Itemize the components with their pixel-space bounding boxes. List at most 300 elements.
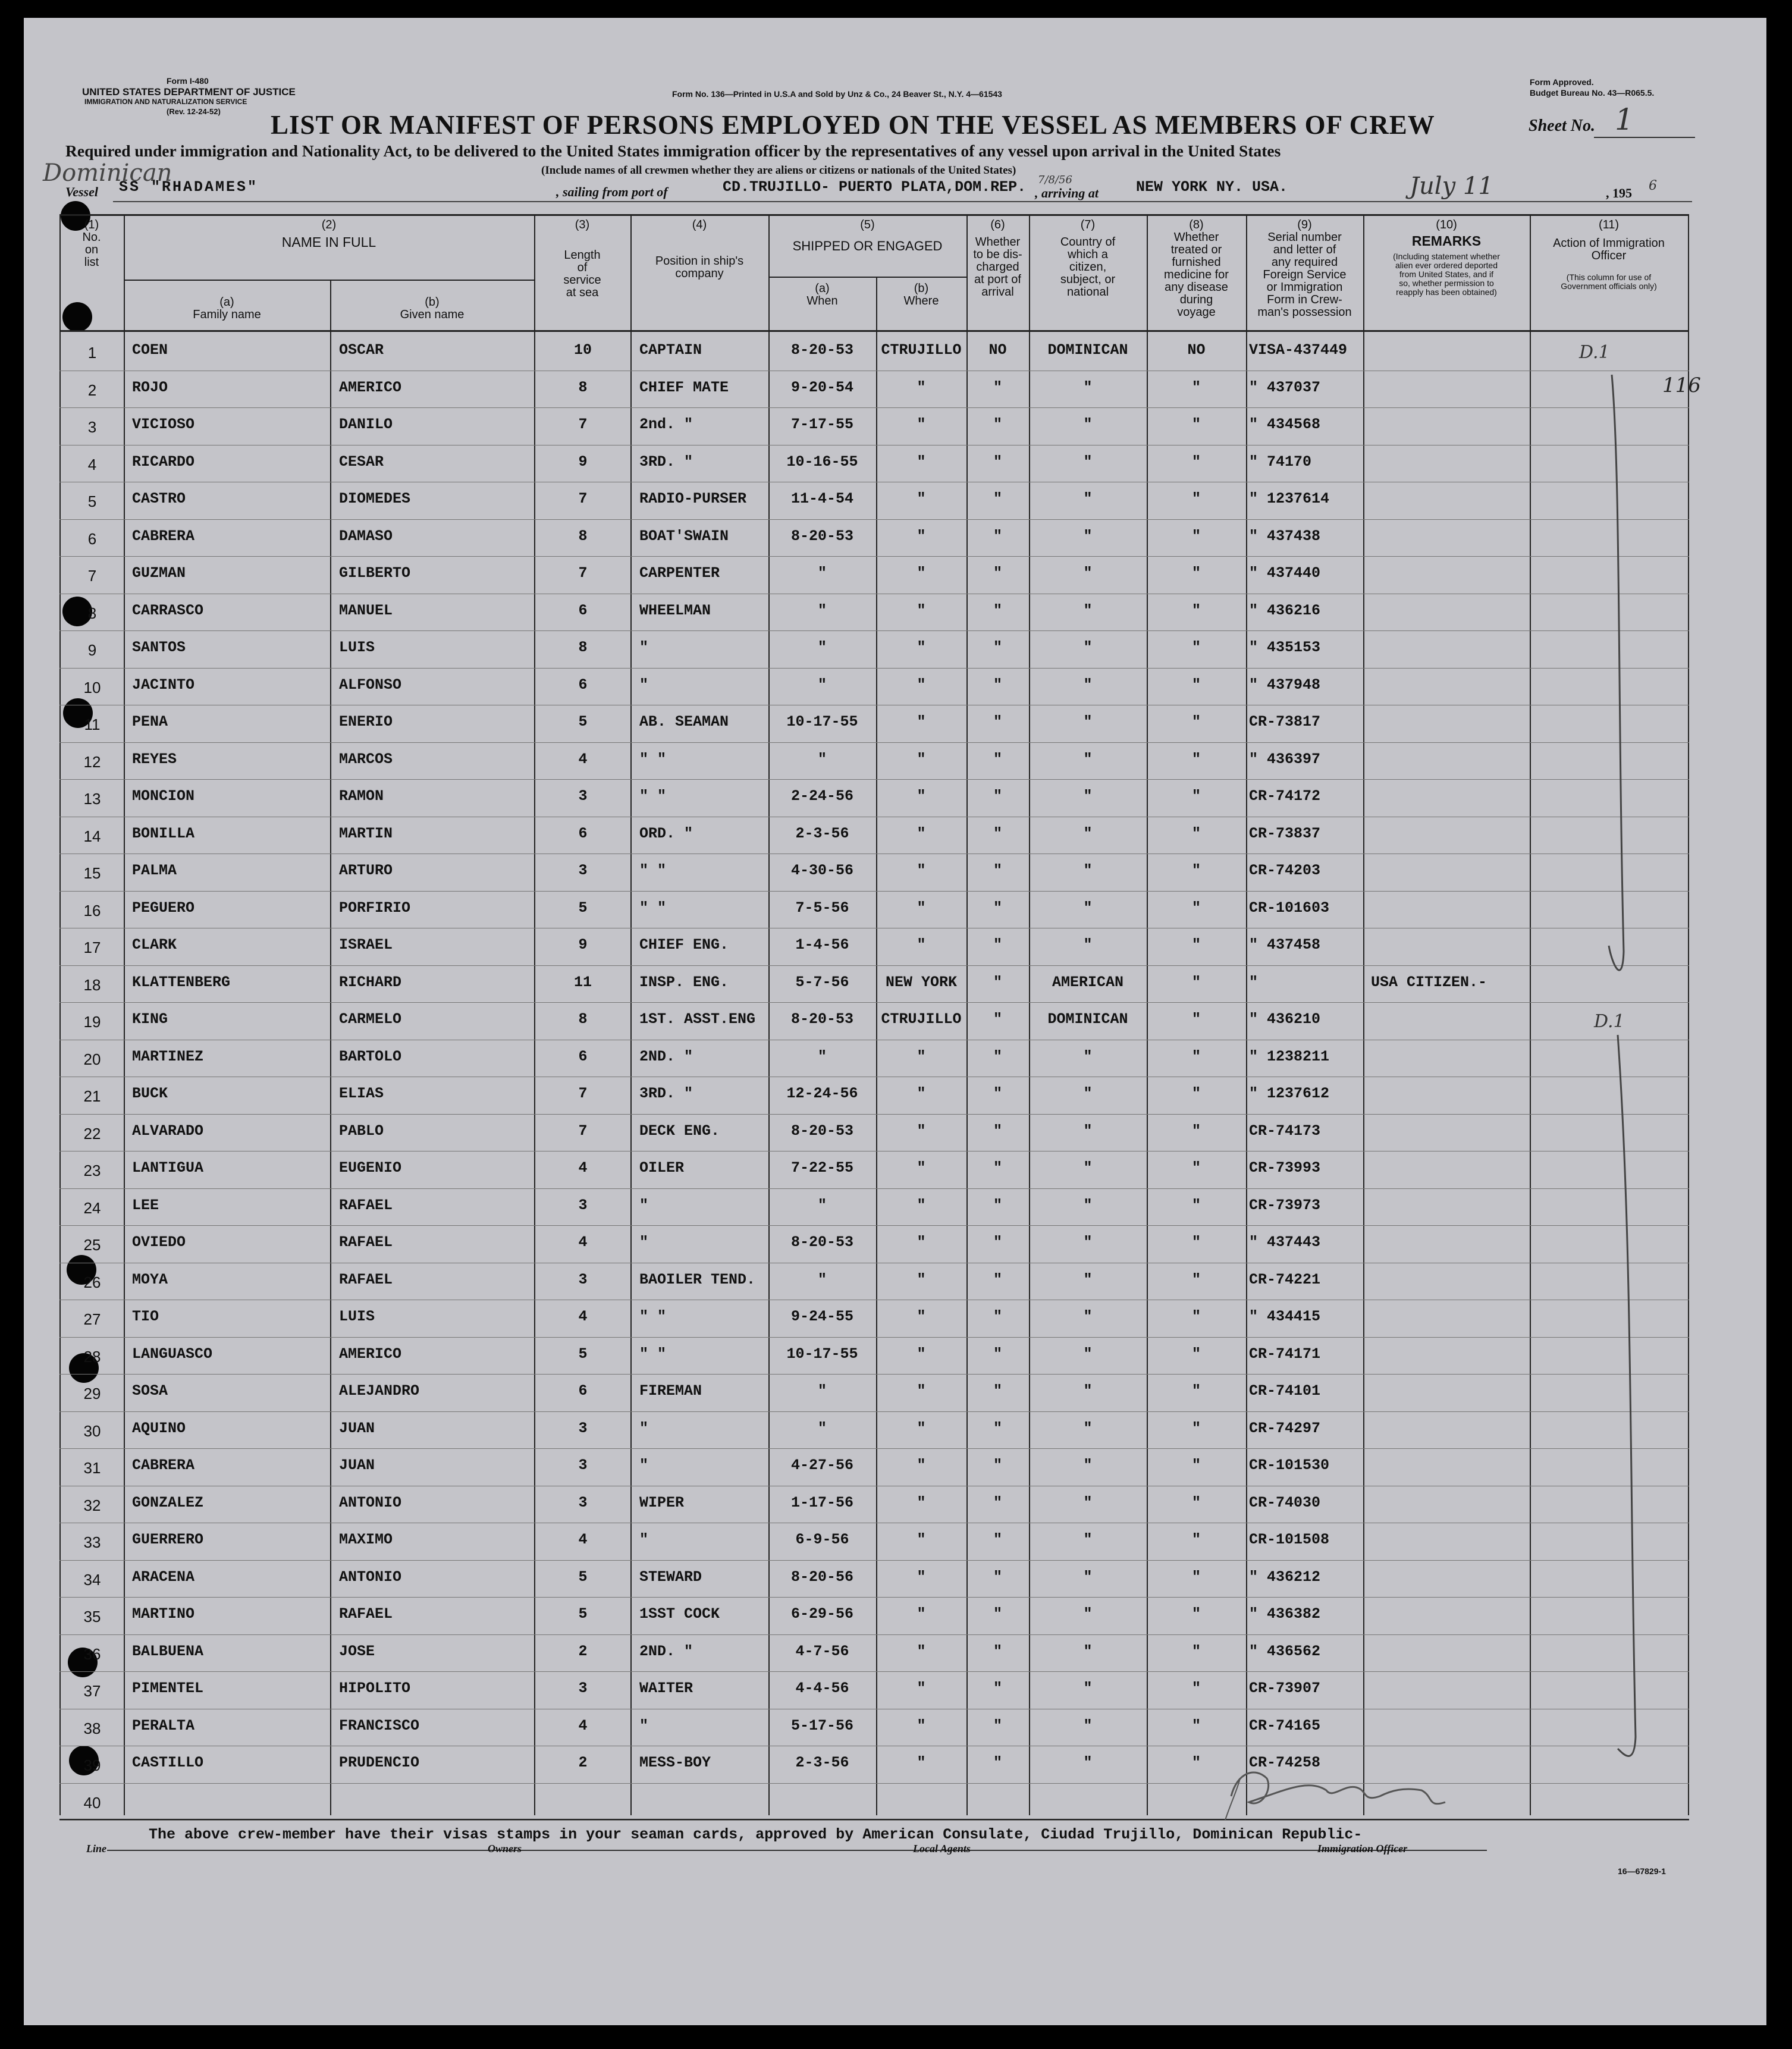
cell-country: " <box>1083 676 1093 694</box>
cell-given: DIOMEDES <box>339 490 411 507</box>
cell-family: KING <box>132 1011 168 1028</box>
cell-when: 8-20-53 <box>790 1011 854 1028</box>
cell-treated: " <box>1191 1047 1201 1065</box>
cell-position: RADIO-PURSER <box>639 490 747 507</box>
cell-where: " <box>917 824 926 842</box>
cell-service: 5 <box>578 1345 588 1363</box>
cell-where: " <box>917 1308 926 1325</box>
cell-service: 5 <box>578 899 588 917</box>
cell-discharged: " <box>993 1605 1002 1623</box>
cell-treated: " <box>1191 1159 1201 1176</box>
cell-given: JUAN <box>339 1457 375 1474</box>
cell-service: 5 <box>578 1605 588 1623</box>
cell-discharged: " <box>993 750 1002 768</box>
cell-when: " <box>817 1047 827 1065</box>
vessel-label: Vessel <box>65 184 98 199</box>
cell-discharged: " <box>993 378 1002 396</box>
cell-country: " <box>1083 490 1093 507</box>
row-number: 36 <box>83 1645 101 1663</box>
cell-position: INSP. ENG. <box>639 973 729 991</box>
cell-where: " <box>917 564 926 582</box>
cell-where: " <box>917 639 926 656</box>
cell-where: " <box>917 713 926 730</box>
form-approved: Form Approved. <box>1530 77 1594 87</box>
vessel-name: SS "RHADAMES" <box>119 178 259 196</box>
cell-where: " <box>917 1270 926 1288</box>
cell-where: " <box>917 527 926 545</box>
year-digit: 6 <box>1649 178 1657 193</box>
cell-family: MOYA <box>132 1270 168 1288</box>
cell-serial: " 437458 <box>1249 936 1321 953</box>
cell-given: MANUEL <box>339 601 393 619</box>
cell-when: 7-17-55 <box>790 416 854 433</box>
cell-position: AB. SEAMAN <box>639 713 729 730</box>
cell-country: " <box>1083 1159 1093 1176</box>
cell-position: CHIEF MATE <box>639 378 729 396</box>
cell-serial: CR-73993 <box>1249 1159 1321 1176</box>
cell-treated: " <box>1191 1754 1201 1771</box>
cell-treated: " <box>1191 1345 1201 1363</box>
cell-serial: CR-74101 <box>1249 1382 1321 1400</box>
row-rule <box>59 891 1689 892</box>
cell-given: JUAN <box>339 1419 375 1437</box>
cell-service: 9 <box>578 936 588 953</box>
cell-family: BUCK <box>132 1085 168 1102</box>
cell-serial: " 436216 <box>1249 601 1321 619</box>
row-number: 9 <box>87 641 97 659</box>
cell-position: " " <box>639 862 667 879</box>
col11-header: (11) Action of Immigration Officer (This column for use of Government officials only) <box>1553 218 1665 291</box>
cell-when: " <box>817 564 827 582</box>
row-number: 24 <box>83 1198 101 1217</box>
cell-when: " <box>817 1382 827 1400</box>
cell-serial: CR-73973 <box>1249 1196 1321 1214</box>
cell-treated: " <box>1191 1605 1201 1623</box>
sailing-port: CD.TRUJILLO- PUERTO PLATA,DOM.REP. <box>723 178 1027 196</box>
cell-discharged: " <box>993 601 1002 619</box>
cell-treated: " <box>1191 490 1201 507</box>
cell-discharged: " <box>993 899 1002 917</box>
cell-where: " <box>917 1419 926 1437</box>
cell-service: 9 <box>578 453 588 470</box>
row-number: 13 <box>83 790 101 808</box>
cell-serial: " 437440 <box>1249 564 1321 582</box>
cell-serial: " <box>1249 973 1259 991</box>
cell-family: PENA <box>132 713 168 730</box>
cell-country: " <box>1083 1680 1093 1697</box>
row-number: 19 <box>83 1013 101 1031</box>
cell-service: 4 <box>578 1308 588 1325</box>
cell-when: " <box>817 1196 827 1214</box>
cell-where: CTRUJILLO <box>881 341 962 359</box>
cell-country: " <box>1083 750 1093 768</box>
cell-serial: " 1237612 <box>1249 1085 1330 1102</box>
cell-serial: " 436210 <box>1249 1011 1321 1028</box>
cell-where: " <box>917 1234 926 1251</box>
cell-discharged: " <box>993 824 1002 842</box>
row-rule <box>59 668 1689 669</box>
cell-when: 10-16-55 <box>786 453 858 470</box>
department: UNITED STATES DEPARTMENT OF JUSTICE <box>82 86 296 98</box>
cell-family: GONZALEZ <box>132 1493 204 1511</box>
cell-where: " <box>917 1605 926 1623</box>
row-rule <box>59 630 1689 631</box>
cell-where: " <box>917 1085 926 1102</box>
cell-when: 2-3-56 <box>795 824 849 842</box>
cell-where: " <box>917 1717 926 1734</box>
col-rule <box>59 215 61 1815</box>
cell-where: " <box>917 378 926 396</box>
row-number: 1 <box>87 344 97 362</box>
row-number: 22 <box>83 1124 101 1143</box>
cell-family: BALBUENA <box>132 1642 204 1660</box>
cell-country: " <box>1083 1717 1093 1734</box>
d1-mark-top: D.1 <box>1579 342 1610 363</box>
cell-country: DOMINICAN <box>1047 1011 1128 1028</box>
row-rule <box>59 965 1689 966</box>
cell-family: PALMA <box>132 862 177 879</box>
cell-where: " <box>917 787 926 805</box>
cell-where: " <box>917 676 926 694</box>
cell-service: 6 <box>578 1382 588 1400</box>
col-rule <box>330 280 331 1815</box>
cell-family: CABRERA <box>132 527 195 545</box>
col5b-header: (b) Where <box>903 282 939 307</box>
cell-given: ARTURO <box>339 862 393 879</box>
signature-mark <box>1213 1755 1463 1832</box>
cell-given: GILBERTO <box>339 564 411 582</box>
cell-where: NEW YORK <box>885 973 958 991</box>
cell-when: 8-20-53 <box>790 341 854 359</box>
cell-position: " " <box>639 787 667 805</box>
row-number: 27 <box>83 1310 101 1328</box>
row-rule <box>59 407 1689 408</box>
cell-given: BARTOLO <box>339 1047 402 1065</box>
officer-bracket-mark <box>1576 357 1647 1784</box>
cell-discharged: " <box>993 862 1002 879</box>
cell-country: " <box>1083 1642 1093 1660</box>
arriving-port: NEW YORK NY. USA. <box>1136 178 1288 196</box>
cell-where: " <box>917 1568 926 1586</box>
cell-treated: " <box>1191 564 1201 582</box>
cell-service: 7 <box>578 1122 588 1140</box>
cell-given: PABLO <box>339 1122 384 1140</box>
row-rule <box>59 1002 1689 1003</box>
service: IMMIGRATION AND NATURALIZATION SERVICE <box>84 98 247 106</box>
row-number: 11 <box>84 716 101 733</box>
cell-position: BOAT'SWAIN <box>639 527 729 545</box>
cell-position: STEWARD <box>639 1568 702 1586</box>
cell-treated: " <box>1191 1382 1201 1400</box>
agents-label: Local Agents <box>913 1843 971 1855</box>
cell-given: PORFIRIO <box>339 899 411 917</box>
cell-family: PERALTA <box>132 1717 195 1734</box>
cell-position: " " <box>639 750 667 768</box>
cell-position: " <box>639 1419 649 1437</box>
cell-service: 10 <box>573 341 592 359</box>
cell-discharged: " <box>993 1159 1002 1176</box>
cell-service: 7 <box>578 490 588 507</box>
cell-position: CAPTAIN <box>639 341 702 359</box>
cell-when: 7-5-56 <box>795 899 849 917</box>
row-rule <box>59 556 1689 557</box>
cell-where: " <box>917 750 926 768</box>
cell-treated: " <box>1191 1457 1201 1474</box>
sheet-label: Sheet No. <box>1529 117 1595 135</box>
cell-serial: CR-101508 <box>1249 1531 1330 1548</box>
cell-position: 3RD. " <box>639 453 693 470</box>
row-number: 4 <box>87 455 97 473</box>
cell-discharged: " <box>993 1011 1002 1028</box>
cell-when: 12-24-56 <box>786 1085 858 1102</box>
cell-country: " <box>1083 936 1093 953</box>
cell-country: " <box>1083 416 1093 433</box>
printer-note: Form No. 136—Printed in U.S.A and Sold by Unz & Co., 24 Beaver St., N.Y. 4—61543 <box>672 89 1002 99</box>
cell-serial: " 74170 <box>1249 453 1312 470</box>
row-number: 34 <box>83 1570 101 1589</box>
cell-family: LANTIGUA <box>132 1159 204 1176</box>
sailing-label: , sailing from port of <box>556 184 668 199</box>
cell-given: CESAR <box>339 453 384 470</box>
cell-when: 10-17-55 <box>786 1345 858 1363</box>
cell-service: 4 <box>578 750 588 768</box>
col-rule <box>1246 215 1247 1815</box>
cell-when: " <box>817 676 827 694</box>
cell-treated: NO <box>1187 341 1206 359</box>
cell-when: 5-7-56 <box>795 973 849 991</box>
cell-serial: CR-74165 <box>1249 1717 1321 1734</box>
row-number: 39 <box>83 1756 101 1774</box>
cell-country: " <box>1083 378 1093 396</box>
row-number: 2 <box>87 381 97 399</box>
col5-sub-rule <box>768 277 966 278</box>
cell-where: " <box>917 899 926 917</box>
cell-given: MAXIMO <box>339 1531 393 1548</box>
cell-service: 3 <box>578 1196 588 1214</box>
cell-where: " <box>917 1122 926 1140</box>
cell-where: " <box>917 1196 926 1214</box>
col-rule <box>630 215 632 1815</box>
row-number: 26 <box>83 1273 101 1291</box>
cell-service: 3 <box>578 862 588 879</box>
cell-treated: " <box>1191 639 1201 656</box>
row-rule <box>59 1337 1689 1338</box>
cell-treated: " <box>1191 1308 1201 1325</box>
cell-country: " <box>1083 1196 1093 1214</box>
cell-position: " <box>639 1531 649 1548</box>
cell-serial: " 437948 <box>1249 676 1321 694</box>
cell-position: BAOILER TEND. <box>639 1270 756 1288</box>
cell-position: WIPER <box>639 1493 685 1511</box>
footer-statement: The above crew-member have their visas stamps in your seaman cards, approved by American Consulate, Ciudad Trujillo, Dominican Republic- <box>149 1826 1363 1843</box>
cell-treated: " <box>1191 527 1201 545</box>
row-number: 12 <box>83 752 101 771</box>
cell-discharged: " <box>993 564 1002 582</box>
cell-discharged: " <box>993 973 1002 991</box>
cell-treated: " <box>1191 1568 1201 1586</box>
cell-serial: VISA-437449 <box>1249 341 1348 359</box>
cell-where: " <box>917 1457 926 1474</box>
cell-treated: " <box>1191 1493 1201 1511</box>
cell-treated: " <box>1191 1270 1201 1288</box>
row-rule <box>59 1225 1689 1226</box>
cell-family: OVIEDO <box>132 1234 186 1251</box>
cell-serial: " 436382 <box>1249 1605 1321 1623</box>
row-number: 5 <box>87 492 97 510</box>
row-number: 7 <box>87 567 97 585</box>
cell-position: 3RD. " <box>639 1085 693 1102</box>
cell-position: " " <box>639 899 667 917</box>
cell-family: LANGUASCO <box>132 1345 213 1363</box>
cell-when: 4-7-56 <box>795 1642 849 1660</box>
cell-service: 6 <box>578 601 588 619</box>
cell-discharged: " <box>993 1345 1002 1363</box>
row-number: 15 <box>83 864 101 882</box>
cell-treated: " <box>1191 862 1201 879</box>
row-number: 18 <box>83 975 101 994</box>
cell-country: " <box>1083 899 1093 917</box>
sheet-underline <box>1594 137 1695 138</box>
officer-label: Immigration Officer <box>1317 1843 1408 1855</box>
col-rule <box>1688 215 1689 1815</box>
cell-serial: " 434415 <box>1249 1308 1321 1325</box>
cell-position: " " <box>639 1308 667 1325</box>
cell-treated: " <box>1191 787 1201 805</box>
cell-country: " <box>1083 453 1093 470</box>
cell-discharged: " <box>993 453 1002 470</box>
cell-family: GUZMAN <box>132 564 186 582</box>
cell-country: " <box>1083 1605 1093 1623</box>
row-rule <box>59 1448 1689 1449</box>
cell-serial: " 434568 <box>1249 416 1321 433</box>
cell-service: 7 <box>578 564 588 582</box>
cell-when: 1-17-56 <box>790 1493 854 1511</box>
cell-family: REYES <box>132 750 177 768</box>
cell-serial: " 1238211 <box>1249 1047 1330 1065</box>
cell-family: PIMENTEL <box>132 1680 204 1697</box>
col-rule <box>1530 215 1531 1815</box>
cell-when: 4-30-56 <box>790 862 854 879</box>
cell-discharged: " <box>993 1717 1002 1734</box>
row-number: 35 <box>83 1608 101 1626</box>
cell-position: WAITER <box>639 1680 693 1697</box>
cell-given: ANTONIO <box>339 1568 402 1586</box>
cell-service: 2 <box>578 1754 588 1771</box>
cell-treated: " <box>1191 1196 1201 1214</box>
col9-header: (9) Serial number and letter of any required Foreign Service or Immigration Form in Crew- man's possession <box>1257 218 1352 319</box>
cell-serial: CR-74297 <box>1249 1419 1321 1437</box>
cell-family: LEE <box>132 1196 159 1214</box>
cell-service: 8 <box>578 527 588 545</box>
cell-country: " <box>1083 787 1093 805</box>
cell-service: 6 <box>578 676 588 694</box>
cell-discharged: " <box>993 1196 1002 1214</box>
col8-header: (8) Whether treated or furnished medicine for any disease during voyage <box>1164 218 1229 319</box>
cell-given: RAFAEL <box>339 1270 393 1288</box>
sailing-date: 7/8/56 <box>1038 174 1072 186</box>
vessel-flag-note: Dominican <box>43 159 172 187</box>
cell-when: 7-22-55 <box>790 1159 854 1176</box>
row-number: 29 <box>83 1385 101 1402</box>
cell-family: BONILLA <box>132 824 195 842</box>
row-number: 8 <box>87 604 97 622</box>
cell-discharged: " <box>993 1531 1002 1548</box>
cell-service: 4 <box>578 1717 588 1734</box>
cell-country: " <box>1083 1493 1093 1511</box>
cell-serial: CR-74221 <box>1249 1270 1321 1288</box>
cell-discharged: " <box>993 1085 1002 1102</box>
cell-treated: " <box>1191 899 1201 917</box>
cell-when: 2-24-56 <box>790 787 854 805</box>
cell-treated: " <box>1191 1011 1201 1028</box>
cell-discharged: " <box>993 1754 1002 1771</box>
cell-service: 6 <box>578 1047 588 1065</box>
cell-discharged: " <box>993 1122 1002 1140</box>
cell-family: PEGUERO <box>132 899 195 917</box>
cell-country: " <box>1083 1085 1093 1102</box>
cell-where: " <box>917 490 926 507</box>
cell-family: COEN <box>132 341 168 359</box>
cell-service: 4 <box>578 1159 588 1176</box>
cell-serial: " 1237614 <box>1249 490 1330 507</box>
cell-service: 4 <box>578 1531 588 1548</box>
count-mark: 116 <box>1662 374 1701 397</box>
cell-country: " <box>1083 1531 1093 1548</box>
cell-discharged: " <box>993 1568 1002 1586</box>
cell-position: " " <box>639 1345 667 1363</box>
cell-treated: " <box>1191 1234 1201 1251</box>
cell-given: JOSE <box>339 1642 375 1660</box>
cell-discharged: " <box>993 1270 1002 1288</box>
cell-treated: " <box>1191 1419 1201 1437</box>
cell-given: AMERICO <box>339 1345 402 1363</box>
row-number: 16 <box>83 901 101 920</box>
cell-country: " <box>1083 1234 1093 1251</box>
cell-when: 10-17-55 <box>786 713 858 730</box>
cell-service: 3 <box>578 1680 588 1697</box>
col7-header: (7) Country of which a citizen, subject, or national <box>1060 218 1116 299</box>
row-rule <box>59 742 1689 743</box>
row-rule <box>59 1114 1689 1115</box>
cell-family: RICARDO <box>132 453 195 470</box>
cell-where: " <box>917 862 926 879</box>
cell-position: 1ST. ASST.ENG <box>639 1011 756 1028</box>
cell-given: OSCAR <box>339 341 384 359</box>
cell-country: " <box>1083 1122 1093 1140</box>
row-number: 20 <box>83 1050 101 1068</box>
row-number: 21 <box>83 1087 101 1105</box>
cell-when: " <box>817 639 827 656</box>
row-number: 31 <box>83 1459 101 1477</box>
cell-treated: " <box>1191 378 1201 396</box>
cell-discharged: " <box>993 1308 1002 1325</box>
cell-treated: " <box>1191 1642 1201 1660</box>
cell-treated: " <box>1191 1717 1201 1734</box>
cell-when: 4-4-56 <box>795 1680 849 1697</box>
cell-treated: " <box>1191 1085 1201 1102</box>
cell-given: ENERIO <box>339 713 393 730</box>
row-number: 14 <box>83 827 101 845</box>
row-rule <box>59 1374 1689 1375</box>
row-rule <box>59 1411 1689 1412</box>
cell-serial: CR-74172 <box>1249 787 1321 805</box>
revision: (Rev. 12-24-52) <box>167 107 221 116</box>
subnote: (Include names of all crewmen whether they are aliens or citizens or nationals of the United States) <box>541 164 1016 177</box>
cell-when: 8-20-53 <box>790 527 854 545</box>
cell-service: 3 <box>578 787 588 805</box>
cell-when: 9-20-54 <box>790 378 854 396</box>
row-number: 28 <box>83 1347 101 1366</box>
